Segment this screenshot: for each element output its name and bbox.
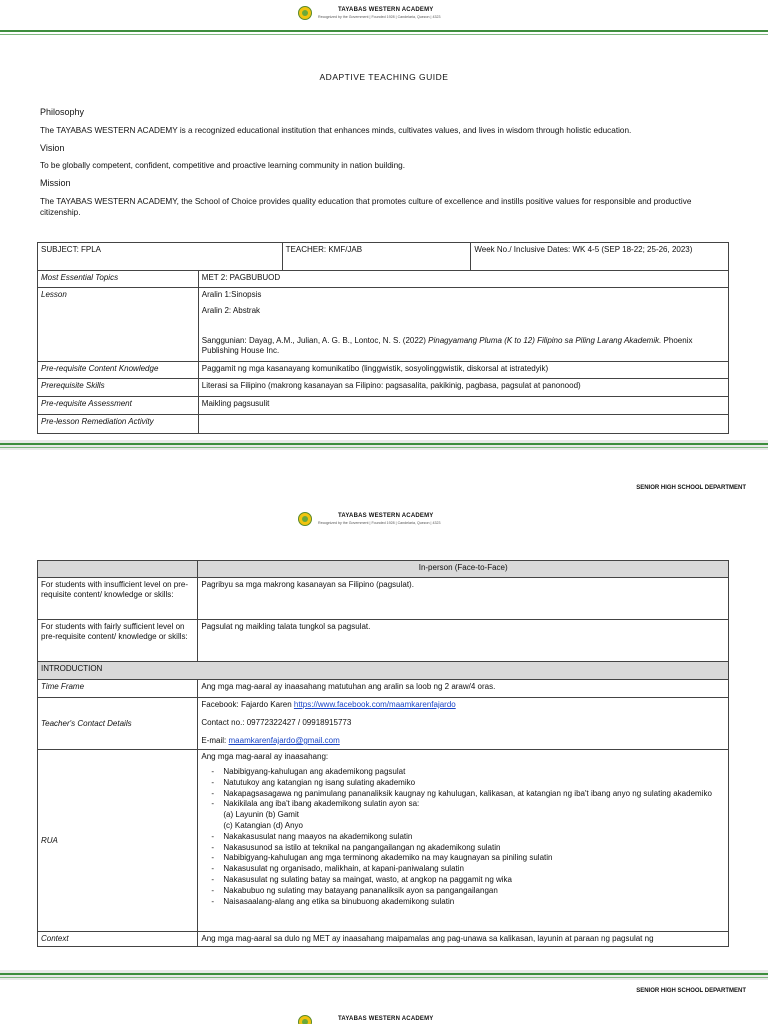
row-label: Time Frame — [38, 680, 198, 698]
reference-prefix: Sanggunian: Dayag, A.M., Julian, A. G. B., Lontoc, N. S. (2022) — [201, 336, 429, 345]
page-header — [0, 1009, 768, 1024]
school-logo-icon — [298, 1015, 312, 1024]
facebook-line — [201, 700, 725, 710]
mode-header: In-person (Face-to-Face) — [198, 561, 729, 578]
reference-suffix: Phoenix Publishing House Inc. — [201, 336, 693, 355]
row-value: Maikling pagsusulit — [198, 397, 728, 415]
row-label: Context — [38, 932, 198, 947]
row-label: Teacher's Contact Details — [38, 698, 198, 750]
list-item: - Nabibigyang-kahulugan ang mga terminong akademiko na may kaugnayan sa piniling sulatin — [223, 853, 725, 864]
row-value: MET 2: PAGBUBUOD — [198, 271, 728, 288]
list-item: - Nakapagsasagawa ng panimulang pananaliksik kaugnay ng kahulugan, kalikasan, at katangian ng iba't ibang anyo ng sulating akademiko — [223, 789, 725, 800]
reference — [202, 336, 725, 356]
page-1 — [0, 0, 768, 440]
email-prefix: E-mail: — [201, 736, 229, 745]
list-item: - Nakakasusulat nang maayos na akademikong sulatin — [223, 832, 725, 843]
contact-number: Contact no.: 09772322427 / 09918915773 — [201, 718, 352, 727]
row-value — [198, 415, 728, 434]
list-item: - Nakabubuo ng sulating may batayang pananaliksik ayon sa pangangailangan — [223, 886, 725, 897]
page-title: ADAPTIVE TEACHING GUIDE — [319, 72, 449, 82]
row-value: Literasi sa Filipino (makrong kasanayan sa Filipino: pagsasalita, pakikinig, pagbasa, pagsulat at panonood) — [198, 379, 728, 397]
mission-heading: Mission — [40, 178, 71, 188]
contact-cell — [198, 698, 729, 750]
row-value: Ang mga mag-aaral ay inaasahang matutuhan ang aralin sa loob ng 2 araw/4 oras. — [198, 680, 729, 698]
school-tagline: Recognized by the Government | Founded 1928 | Candelaria, Quezon | 4323 — [318, 521, 441, 525]
row-label: Pre-requisite Content Knowledge — [38, 362, 199, 379]
teacher-cell: TEACHER: KMF/JAB — [282, 243, 471, 271]
list-item: - Natutukoy ang katangian ng isang sulating akademiko — [223, 778, 725, 789]
school-logo-icon — [298, 512, 312, 526]
rua-list — [201, 832, 725, 908]
school-name: TAYABAS WESTERN ACADEMY — [338, 513, 434, 519]
row-label: For students with fairly sufficient level on pre-requisite content/ knowledge or skills: — [38, 620, 198, 662]
lesson-line: Aralin 2: Abstrak — [201, 306, 261, 315]
school-name: TAYABAS WESTERN ACADEMY — [338, 1016, 434, 1022]
list-item: - Nakasusulat ng sulating batay sa maingat, wasto, at angkop na paggamit ng wika — [223, 875, 725, 886]
header-blank-cell — [38, 561, 198, 578]
vision-text: To be globally competent, confident, competitive and proactive learning community in nation building. — [40, 161, 406, 170]
row-label: Pre-lesson Remediation Activity — [38, 415, 199, 434]
row-label: For students with insufficient level on pre-requisite content/ knowledge or skills: — [38, 578, 198, 620]
page-header — [0, 506, 768, 532]
rua-sublist — [201, 810, 725, 832]
vision-heading: Vision — [40, 143, 65, 153]
facebook-prefix: Facebook: Fajardo Karen — [201, 700, 294, 709]
list-item: - Nabibigyang-kahulugan ang akademikong pagsulat — [223, 767, 725, 778]
row-label: Lesson — [38, 288, 199, 362]
list-item: - Nakasusulat ng organisado, malikhain, at kapani-paniwalang sulatin — [223, 864, 725, 875]
info-table — [37, 242, 729, 434]
facebook-link[interactable]: https://www.facebook.com/maamkarenfajardo — [293, 700, 456, 709]
row-label: RUA — [38, 750, 198, 932]
page-3 — [0, 980, 768, 1024]
mission-text: The TAYABAS WESTERN ACADEMY, the School of Choice provides quality education that promotes culture of excellence and instills positive values for responsible and productive citizenship. — [40, 197, 692, 217]
department-label: SENIOR HIGH SCHOOL DEPARTMENT — [636, 988, 746, 994]
footer-rule — [0, 447, 768, 448]
list-item: - Nakasusunod sa istilo at teknikal na pangangailangan ng akademikong sulatin — [223, 843, 725, 854]
row-value: Ang mga mag-aaral sa dulo ng MET ay inaasahang maipamalas ang pag-unawa sa kalikasan, layunin at paraan ng pagsulat ng — [198, 932, 729, 947]
row-label: Pre-requisite Assessment — [38, 397, 199, 415]
footer-rule — [0, 973, 768, 975]
sub-item: (a) Layunin (b) Gamit — [223, 810, 299, 820]
school-name: TAYABAS WESTERN ACADEMY — [338, 7, 434, 13]
rua-list — [201, 767, 725, 810]
row-value: Pagribyu sa mga makrong kasanayan sa Filipino (pagsulat). — [198, 578, 729, 620]
header-rule — [0, 34, 768, 35]
lesson-line: Aralin 1:Sinopsis — [201, 290, 262, 299]
page-header — [0, 0, 768, 26]
page-2 — [0, 450, 768, 970]
list-item: - Nakikilala ang iba't ibang akademikong sulatin ayon sa: — [223, 799, 725, 810]
introduction-header: INTRODUCTION — [38, 662, 729, 680]
header-rule — [0, 30, 768, 32]
subject-cell: SUBJECT: FPLA — [38, 243, 283, 271]
school-logo-icon — [298, 6, 312, 20]
rua-cell — [198, 750, 729, 932]
row-value: Pagsulat ng maikling talata tungkol sa pagsulat. — [198, 620, 729, 662]
footer-rule — [0, 443, 768, 445]
lesson-cell — [198, 288, 728, 362]
row-label: Most Essential Topics — [38, 271, 199, 288]
philosophy-heading: Philosophy — [40, 107, 85, 117]
department-label: SENIOR HIGH SCHOOL DEPARTMENT — [636, 485, 746, 491]
email-line — [201, 736, 725, 746]
sub-item: (c) Katangian (d) Anyo — [223, 820, 303, 830]
row-value: Paggamit ng mga kasanayang komunikatibo (linggwistik, sosyolinggwistik, diskorsal at istratedyik) — [198, 362, 728, 379]
footer-rule — [0, 977, 768, 978]
list-item-continuation: - Naisasaalang-alang ang etika sa binubuong akademikong sulatin — [223, 897, 725, 908]
rua-intro: Ang mga mag-aaral ay inaasahang: — [201, 752, 329, 761]
email-link[interactable]: maamkarenfajardo@gmail.com — [228, 736, 340, 745]
reference-book: Pinagyamang Pluma (K to 12) Filipino sa Piling Larang Akademik. — [428, 336, 662, 345]
row-label: Prerequisite Skills — [38, 379, 199, 397]
week-cell: Week No./ Inclusive Dates: WK 4-5 (SEP 18-22; 25-26, 2023) — [471, 243, 729, 271]
school-tagline: Recognized by the Government | Founded 1928 | Candelaria, Quezon | 4323 — [318, 15, 441, 19]
philosophy-text: The TAYABAS WESTERN ACADEMY is a recognized educational institution that enhances minds, cultivates values, and lives in wisdom through holistic education. — [40, 126, 632, 135]
plan-table — [37, 560, 729, 947]
